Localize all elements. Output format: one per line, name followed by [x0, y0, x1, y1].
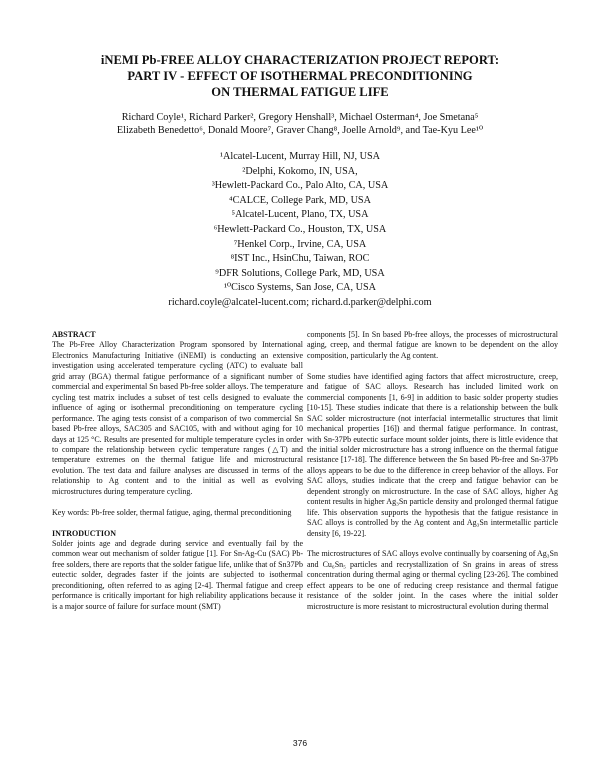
introduction-heading: INTRODUCTION [52, 528, 117, 538]
affiliation-8: ⁸IST Inc., HsinChu, Taiwan, ROC [230, 253, 370, 265]
introduction-text: Solder joints age and degrade during service and eventually fail by the common wear out mechanism of solder fatigue [1]. For Sn-Ag-Cu (SAC) Pb-free solders, there are reports that the solder fatigue life, unlike that of Sn37Pb eutectic solder, degrades faster if the joints are subjected to isothermal preconditioning, often referred to as aging [2-4]. Thermal fatigue and creep performance is critically important for high reliability applications because it is a major source of failure for surface mount (SMT) [52, 539, 303, 611]
keywords: Key words: Pb-free solder, thermal fatigue, aging, thermal preconditioning [52, 507, 292, 517]
affiliation-2: ²Delphi, Kokomo, IN, USA, [242, 165, 358, 177]
abstract-text: The Pb-Free Alloy Characterization Program sponsored by International Electronics Manufacturing Initiative (iNEMI) is conducting an extensive investigation using accelerated temperature cycling (ATC) to evaluate ball grid array (BGA) thermal fatigue performance of a significant number of commercial and experimental Sn based Pb-free solder alloys. The temperature cycling test matrix includes a subset of test cells designed to evaluate the influence of aging or isothermal preconditioning on temperature cycling performance. The aging tests consist of a comparison of two commercial Sn based Pb-free alloys, SAC305 and SAC105, with and without aging for 10 days at 125 °C. Results are presented for multiple temperature cycles in order to compare the relationship between cyclic temperature ranges (△T) and temperature extremes on the thermal fatigue life and microstructural evolution. The test data and failure analyses are discussed in terms of the relationship to Ag content and to the initial as well as evolving microstructures during temperature cycling. [52, 340, 303, 496]
affiliation-7: ⁷Henkel Corp., Irvine, CA, USA [233, 238, 367, 250]
body-paragraph-1: components [5]. In Sn based Pb-free alloys, the processes of microstructural aging, creep, and thermal fatigue are known to be dependent on the alloy composition, particularly the Ag content. [307, 330, 558, 360]
page-number: 376 [292, 738, 308, 748]
paper-title [70, 52, 530, 100]
authors-line-2: Elizabeth Benedetto⁶, Donald Moore⁷, Graver Chang⁸, Joelle Arnold⁹, and Tae-Kyu Lee¹⁰ [116, 125, 484, 136]
affiliation-list [100, 150, 500, 311]
affiliation-10: ¹⁰Cisco Systems, San Jose, CA, USA [223, 282, 377, 294]
affiliation-5: ⁵Alcatel-Lucent, Plano, TX, USA [231, 209, 369, 221]
abstract-heading: ABSTRACT [52, 330, 96, 339]
contact-emails: richard.coyle@alcatel-lucent.com; richard.d.parker@delphi.com [168, 296, 432, 308]
right-column [307, 330, 558, 623]
affiliation-6: ⁶Hewlett-Packard Co., Houston, TX, USA [213, 223, 387, 235]
left-column [52, 330, 303, 623]
title-line-3: ON THERMAL FATIGUE LIFE [211, 85, 389, 99]
title-line-2: PART IV - EFFECT OF ISOTHERMAL PRECONDITIONING [127, 69, 473, 83]
author-list [60, 111, 540, 137]
body-paragraph-3: The microstructures of SAC alloys evolve continually by coarsening of Ag₃Sn and Cu₆Sn₅ particles and recrystallization of Sn grains in areas of stress concentration during thermal aging or thermal cycling [23-26]. The combined effect appears to be one of reducing creep resistance and thermal fatigue resistance of the solder joint. In the cases where the initial solder microstructure is more resistant to microstructural evolution during thermal [307, 549, 558, 611]
affiliation-4: ⁴CALCE, College Park, MD, USA [229, 194, 371, 206]
authors-line-1: Richard Coyle¹, Richard Parker², Gregory Henshall³, Michael Osterman⁴, Joe Smetana⁵ [121, 112, 479, 123]
affiliation-9: ⁹DFR Solutions, College Park, MD, USA [215, 267, 385, 279]
title-line-1: iNEMI Pb-FREE ALLOY CHARACTERIZATION PROJECT REPORT: [100, 53, 500, 67]
body-paragraph-2: Some studies have identified aging factors that affect microstructure, creep, and fatigue of SAC alloys. Research has included limited work on commercial components [1, 6-9] in addition to basic solder property studies [10-15]. These studies indicate that there is a relationship between the bulk SAC solder microstructure (not interfacial intermetallic structures that limit mechanical properties [16]) and thermal fatigue performance. In contrast, with Sn-37Pb eutectic surface mount solder joints, there is little evidence that the initial solder microstructure has a strong influence on the thermal fatigue resistance [17-18]. The difference between the Sn based Pb-free and Sn-37Pb alloys appears to be due to the difference in creep behavior of the alloys. For SAC alloys, studies indicate that the creep and fatigue behavior can be dependent strongly on microstructure. In the case of SAC alloys, higher Ag content results in higher Ag₃Sn particle density and prolonged thermal fatigue life. This observation supports the hypothesis that the fatigue resistance in SAC alloys is controlled by the Ag content and Ag₃Sn intermetallic particle density [6, 19-22]. [307, 371, 558, 538]
affiliation-3: ³Hewlett-Packard Co., Palo Alto, CA, USA [211, 180, 389, 192]
affiliation-1: ¹Alcatel-Lucent, Murray Hill, NJ, USA [219, 151, 381, 162]
